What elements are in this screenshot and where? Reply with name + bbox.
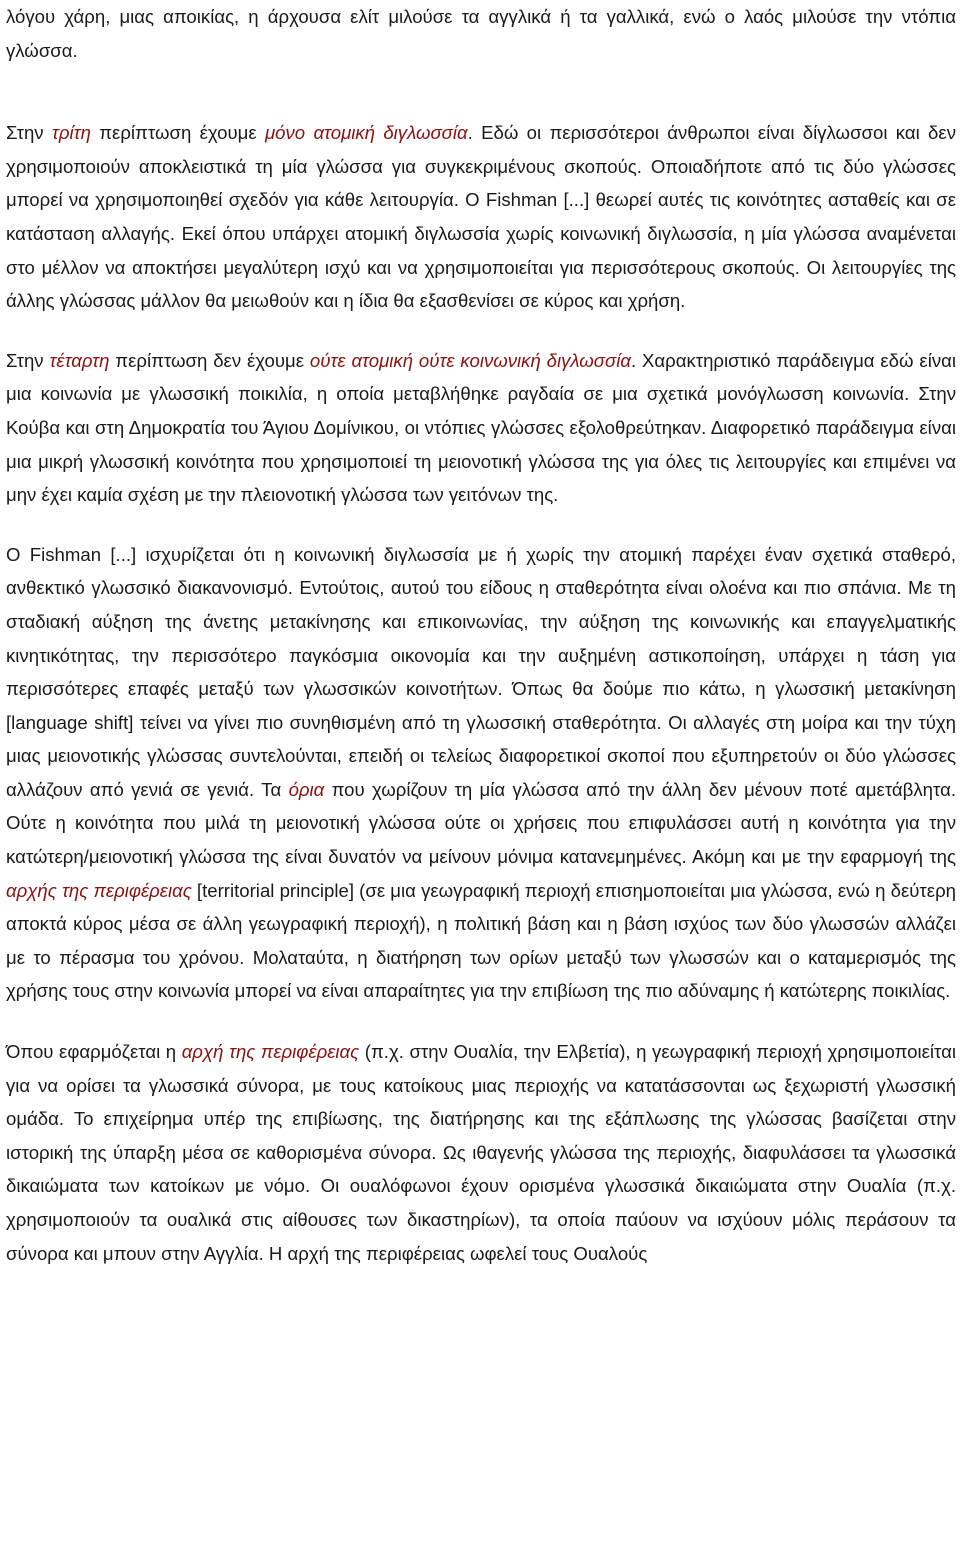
term-only-individual-bilingualism: μόνο ατομική διγλωσσία	[264, 122, 468, 144]
paragraph-5	[6, 1035, 956, 1270]
paragraph-spacer	[6, 512, 956, 538]
paragraph-spacer	[6, 67, 956, 116]
term-neither-bilingualism: ούτε ατομική ούτε κοινωνική διγλωσσία	[309, 349, 631, 371]
paragraph-3-text-c: . Χαρακτηριστικό παράδειγμα εδώ είναι μια κοινωνία με γλωσσική ποικιλία, η οποία μεταβλήθηκε ραγδαία σε μια σχετικά μονόγλωσση κοινωνία. Στην Κούβα και στη Δημοκρατία του Άγιου Δομίνικου, οι ντόπιες γλώσσες εξολοθρεύτηκαν. Διαφορετικό παράδειγμα είναι μια μικρή γλωσσική κοινότητα που χρησιμοποιεί τη μειονοτική γλώσσα της για όλες τις λειτουργίες και επιμένει να μην έχει καμία σχέση με την πλειονοτική γλώσσα των γειτόνων της.	[6, 349, 956, 506]
term-territorial-principle: αρχής της περιφέρειας	[6, 879, 192, 901]
paragraph-1-text: λόγου χάρη, μιας αποικίας, η άρχουσα ελίτ μιλούσε τα αγγλικά ή τα γαλλικά, ενώ ο λαός μιλούσε την ντόπια γλώσσα.	[6, 6, 956, 61]
term-third: τρίτη	[51, 122, 91, 144]
paragraph-4-text-b: που χωρίζουν τη μία γλώσσα από την άλλη δεν μένουν ποτέ αμετάβλητα. Ούτε η κοινότητα που μιλά τη μειονοτική γλώσσα ούτε οι χρήσεις που επιφυλάσσει αυτή η κοινότητα για την κατώτερη/μειονοτική γλώσσα της είναι δυνατόν να μείνουν μόνιμα κατανεμημένες. Ακόμη και με την εφαρμογή της	[6, 778, 956, 868]
paragraph-spacer	[6, 318, 956, 344]
paragraph-3	[6, 344, 956, 512]
paragraph-5-text-b: (π.χ. στην Ουαλία, την Ελβετία), η γεωγραφική περιοχή χρησιμοποιείται για να ορίσει τα γλωσσικά σύνορα, με τους κατοίκους μιας περιοχής να κατατάσσονται ως ξεχωριστή γλωσσική ομάδα. Το επιχείρημα υπέρ της επιβίωσης, της διατήρησης και της εξάπλωσης της γλώσσας βασίζεται στην ιστορική της ύπαρξη μέσα σε καθορισμένα σύνορα. Ως ιθαγενής γλώσσα της περιοχής, διαφυλάσσει τα γλωσσικά δικαιώματα των κατοίκων με νόμο. Οι ουαλόφωνοι έχουν ορισμένα γλωσσικά δικαιώματα στην Ουαλία (π.χ. χρησιμοποιούν τα ουαλικά στις αίθουσες των δικαστηρίων), τα οποία παύουν να ισχύουν μόλις περάσουν τα σύνορα και μπουν στην Αγγλία. Η αρχή της περιφέρειας ωφελεί τους Ουαλούς	[6, 1041, 957, 1264]
paragraph-2	[6, 116, 956, 318]
paragraph-3-text-b: περίπτωση δεν έχουμε	[109, 349, 310, 371]
paragraph-spacer	[6, 1008, 956, 1035]
term-boundaries: όρια	[288, 778, 325, 800]
paragraph-5-text-a: Όπου εφαρμόζεται η	[6, 1041, 182, 1063]
paragraph-2-text-c: . Εδώ οι περισσότεροι άνθρωποι είναι δίγλωσσοι και δεν χρησιμοποιούν αποκλειστικά τη μία γλώσσα για συγκεκριμένους σκοπούς. Οποιαδήποτε από τις δύο γλώσσες μπορεί να χρησιμοποιηθεί σχεδόν για κάθε λειτουργία. Ο Fishman [...] θεωρεί αυτές τις κοινότητες ασταθείς και σε κατάσταση αλλαγής. Εκεί όπου υπάρχει ατομική διγλωσσία χωρίς κοινωνική διγλωσσία, η μία γλώσσα αναμένεται στο μέλλον να αποκτήσει μεγαλύτερη ισχύ και να χρησιμοποιείται για περισσότερους σκοπούς. Οι λειτουργίες της άλλης γλώσσας μάλλον θα μειωθούν και η ίδια θα εξασθενίσει σε κύρος και χρήση.	[6, 122, 956, 312]
paragraph-3-text-a: Στην	[6, 349, 50, 371]
term-territorial-principle-2: αρχή της περιφέρειας	[181, 1041, 360, 1063]
paragraph-2-text-a: Στην	[6, 122, 52, 144]
paragraph-2-text-b: περίπτωση έχουμε	[90, 122, 265, 144]
paragraph-4-text-c: [territorial principle] (σε μια γεωγραφική περιοχή επισημοποιείται μια γλώσσα, ενώ η δεύτερη αποκτά κύρος μέσα σε άλλη γεωγραφική περιοχή), η πολιτική βάση και η βάση ισχύος των δύο γλωσσών αλλάζει με το πέρασμα του χρόνου. Μολαταύτα, η διατήρηση των ορίων μεταξύ των γλωσσών και ο καταμερισμός της χρήσης τους στην κοινωνία μπορεί να είναι απαραίτητες για την επιβίωση της πιο αδύναμης ή κατώτερης ποικιλίας.	[6, 879, 956, 1002]
paragraph-1	[6, 0, 956, 67]
paragraph-4-text-a: Ο Fishman [...] ισχυρίζεται ότι η κοινωνική διγλωσσία με ή χωρίς την ατομική παρέχει έναν σχετικά σταθερό, ανθεκτικό γλωσσικό διακανονισμό. Εντούτοις, αυτού του είδους η σταθερότητα είναι ολοένα και πιο σπάνια. Με τη σταδιακή αύξηση της άνετης μετακίνησης και επικοινωνίας, την αύξηση της κοινωνικής και επαγγελματικής κινητικότητας, την περισσότερο παγκόσμια οικονομία και την αυξημένη αστικοποίηση, υπάρχει η τάση για περισσότερες επαφές μεταξύ των γλωσσικών κοινοτήτων. Όπως θα δούμε πιο κάτω, η γλωσσική μετακίνηση [language shift] τείνει να γίνει πιο συνηθισμένη από τη γλωσσική σταθερότητα. Οι αλλαγές στη μοίρα και την τύχη μιας μειονοτικής γλώσσας συντελούνται, επειδή οι τελείως διαφορετικοί σκοποί που εξυπηρετούν οι δύο γλώσσες αλλάζουν από γενιά σε γενιά. Τα	[6, 543, 956, 800]
paragraph-4	[6, 538, 956, 1008]
document-page	[6, 0, 956, 1270]
term-fourth: τέταρτη	[49, 349, 110, 371]
